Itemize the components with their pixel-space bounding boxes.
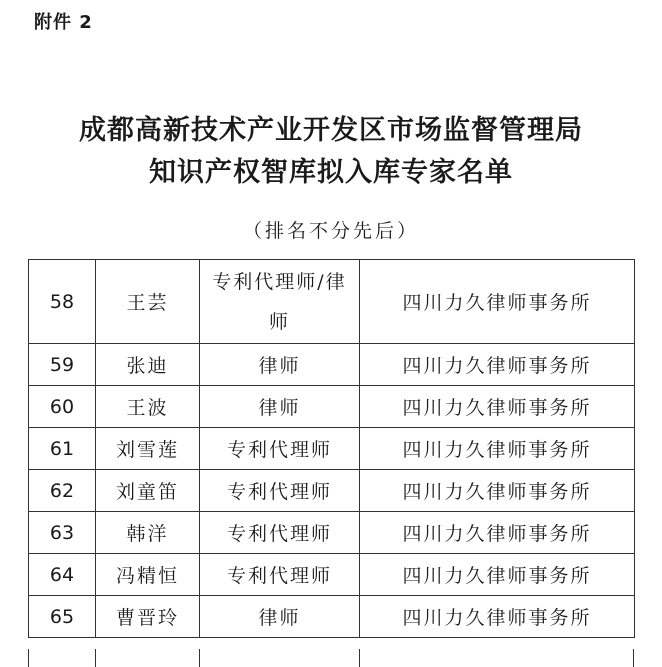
table-row	[29, 470, 635, 512]
expert-role: 专利代理师/律师	[200, 260, 360, 344]
row-number: 63	[29, 512, 96, 554]
expert-organization: 四川力久律师事务所	[360, 386, 635, 428]
row-number: 61	[29, 428, 96, 470]
expert-role: 律师	[200, 386, 360, 428]
expert-organization: 四川力久律师事务所	[360, 512, 635, 554]
document-title: 成都高新技术产业开发区市场监督管理局	[79, 115, 583, 146]
expert-name: 王波	[96, 386, 200, 428]
expert-table	[28, 259, 634, 638]
row-number: 62	[29, 470, 96, 512]
table-row	[29, 428, 635, 470]
expert-role: 专利代理师	[200, 428, 360, 470]
table-row	[29, 554, 635, 596]
expert-name: 曹晋玲	[96, 596, 200, 638]
row-number: 58	[29, 260, 96, 344]
expert-name: 王芸	[96, 260, 200, 344]
expert-organization: 四川力久律师事务所	[360, 596, 635, 638]
expert-role: 专利代理师	[200, 512, 360, 554]
expert-role: 专利代理师	[200, 470, 360, 512]
row-number: 64	[29, 554, 96, 596]
table-continuation	[28, 649, 634, 667]
row-number: 65	[29, 596, 96, 638]
row-number: 60	[29, 386, 96, 428]
table-row	[29, 512, 635, 554]
expert-name: 冯精恒	[96, 554, 200, 596]
attachment-label: 附件 2	[34, 12, 93, 33]
ordering-note: （排名不分先后）	[242, 220, 419, 242]
expert-role: 律师	[200, 596, 360, 638]
column-divider	[199, 649, 200, 667]
expert-organization: 四川力久律师事务所	[360, 260, 635, 344]
expert-name: 刘雪莲	[96, 428, 200, 470]
column-divider	[359, 649, 360, 667]
expert-organization: 四川力久律师事务所	[360, 428, 635, 470]
expert-organization: 四川力久律师事务所	[360, 554, 635, 596]
expert-name: 刘童笛	[96, 470, 200, 512]
expert-organization: 四川力久律师事务所	[360, 344, 635, 386]
table-row	[29, 344, 635, 386]
column-divider	[95, 649, 96, 667]
table-row	[29, 386, 635, 428]
table-row	[29, 596, 635, 638]
expert-role: 律师	[200, 344, 360, 386]
expert-organization: 四川力久律师事务所	[360, 470, 635, 512]
expert-name: 张迪	[96, 344, 200, 386]
table-row	[29, 260, 635, 344]
expert-name: 韩洋	[96, 512, 200, 554]
row-number: 59	[29, 344, 96, 386]
expert-role: 专利代理师	[200, 554, 360, 596]
document-subtitle-title: 知识产权智库拟入库专家名单	[149, 157, 513, 188]
